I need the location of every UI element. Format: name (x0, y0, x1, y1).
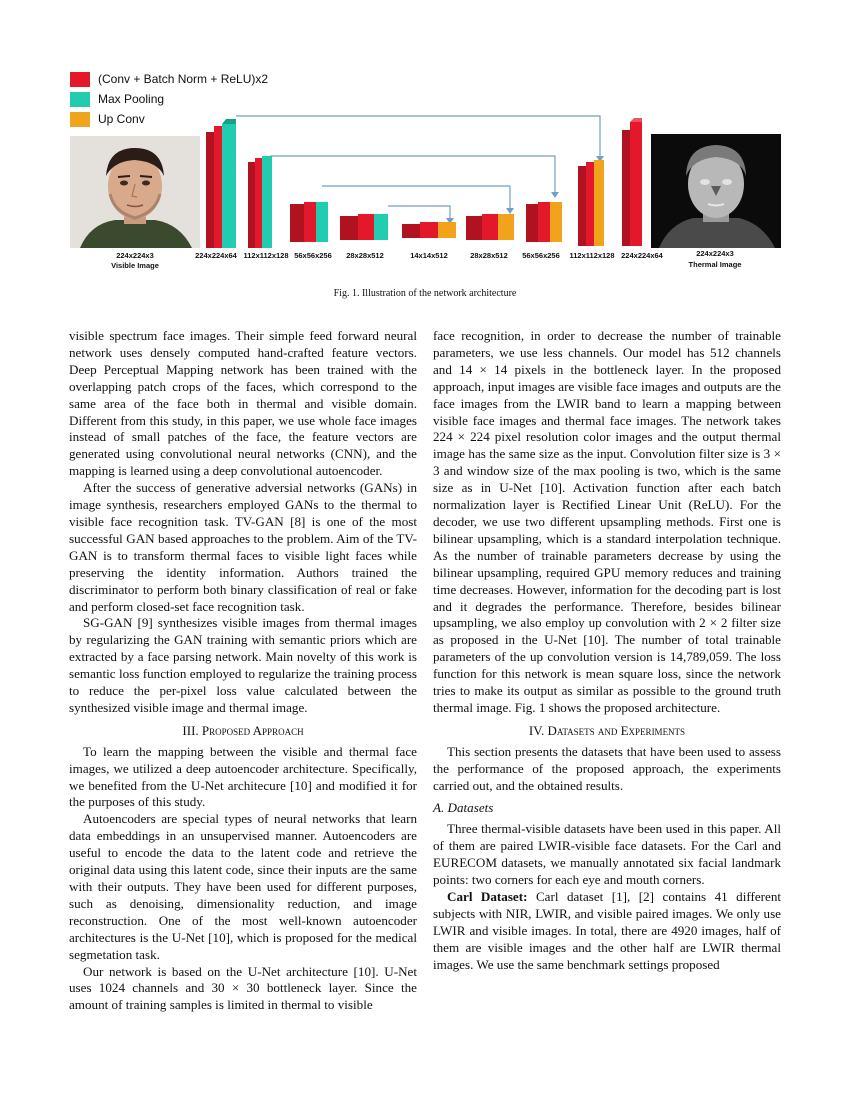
skip-connection-2 (270, 156, 555, 194)
encoder-block-4 (340, 214, 388, 240)
right-column (433, 328, 781, 974)
left-column (69, 328, 417, 1014)
skip-connection-1 (236, 116, 600, 158)
encoder-block-2 (248, 156, 272, 248)
skip-arrowhead-2 (551, 192, 559, 198)
encoder-block-1 (206, 119, 236, 248)
paragraph: face recognition, in order to decrease the number of trainable parameters, we use less channels. Our model has 512 channels and 14 × 14 pixels in the bottleneck layer. In the proposed approach, input images are visible face images and outputs are the face images from the LWIR band to learn a mapping between visible face images and thermal face images. The network takes 224 × 224 pixel resolution color images and the output thermal image has the same size as the input. Convolution filter size is 3 × 3 and window size of the max pooling is two, which is the same size as in U-Net [10]. Activation function after each batch normalization layer is Rectified Linear Unit (ReLU). For the decoder, we use two different upsampling methods. First one is bilinear upsampling, which is a standard interpolation technique. As the number of trainable parameters decrease by using the bilinear upsampling, required GPU memory reduces and training time decreases. However, information for the decoding part is lost and it degrades the performance. Therefore, besides bilinear upsampling, we also employ up convolution with 2 × 2 filter size as proposed in the U-Net [10]. The number of total trainable parameters of the up convolution version is 14,789,059. The loss function for this network is mean square loss, since the network tries to make its output as similar as possible to the ground truth thermal image. Fig. 1 shows the proposed architecture. (433, 328, 781, 715)
encoder-block-3 (290, 202, 328, 242)
paragraph: Three thermal-visible datasets have been used in this paper. All of them are paired LWIR-visible face datasets. For the Carl and EURECOM datasets, we manually annotated six facial landmark points: two corners for each eye and mouth corners. (433, 821, 781, 888)
block-label-6: 28x28x512 (470, 251, 508, 260)
skip-connection-4 (388, 206, 450, 220)
paragraph: Autoencoders are special types of neural networks that learn data embeddings in an unsupervised manner. Autoencoders are useful to encode the data to the latent code and retrieve the original data using this latent code, since their inputs are the same with their outputs. They have been used for different purposes, such as denoising, dimensionality reduction, and image reconstruction. One of the most well-known autoencoder architectures is the U-Net [10], which is proposed for the medical segmetation task. (69, 811, 417, 962)
subsection-heading: A. Datasets (433, 800, 494, 816)
decoder-block-4 (466, 214, 514, 240)
legend-label-upconv: Up Conv (98, 112, 145, 126)
legend-label-pool: Max Pooling (98, 92, 165, 106)
figure (0, 0, 850, 299)
paragraph: SG-GAN [9] synthesizes visible images from thermal images by regularizing the GAN training with semantic priors which are extracted by a face parsing network. Main novelty of this work is semantic loss function employed to regularize the training process to reduce the per-pixel loss value calculated between the synthesized visible image and thermal image. (69, 615, 417, 715)
section-heading: IV. Datasets and Experiments (528, 722, 686, 738)
block-label-1: 224x224x64 (195, 251, 237, 260)
skip-arrowhead-3 (506, 208, 514, 214)
paragraph: After the success of generative adversial networks (GANs) in image synthesis, researchers employed GANs to the thermal to visible face recognition task. TV-GAN [8] is one of the most successful GAN based approaches to the problem. Aim of the TV-GAN is to transform thermal faces to visible light faces while preserving the identity information. Authors trained the discriminator to perform both binary classification of real or fake and perform closed-set face recognition task. (69, 480, 417, 614)
legend-label-conv: (Conv + Batch Norm + ReLU)x2 (98, 72, 269, 86)
block-label-4: 28x28x512 (346, 251, 384, 260)
decoder-block-1 (622, 118, 642, 246)
block-label-9: 224x224x64 (621, 251, 663, 260)
block-label-8: 112x112x128 (569, 251, 615, 260)
block-label-7: 56x56x256 (522, 251, 560, 260)
output-size-label: 224x224x3 (696, 249, 734, 258)
input-name-label: Visible Image (111, 261, 159, 270)
paragraph-body: Carl dataset [1], [2] contains 41 different subjects with NIR, LWIR, and visible paired images. We only use LWIR and visible images. In total, there are 4920 images, half of them are visible images and the other half are LWIR thermal images. We use the same benchmark settings proposed (433, 889, 781, 972)
decoder-block-2 (578, 160, 604, 246)
paragraph: To learn the mapping between the visible and thermal face images, we utilized a deep autoencoder architecture. Specifically, we benefited from the U-Net architecure [10] and modified it for the purposes of this study. (69, 743, 417, 810)
block-label-3: 56x56x256 (294, 251, 332, 260)
paragraph: This section presents the datasets that have been used to assess the performance of the proposed approach, the experiments carried out, and the obtained results. (433, 743, 781, 793)
bottleneck-block (402, 222, 456, 238)
paragraph-lead: Carl Dataset: (447, 889, 528, 904)
paragraph (433, 889, 781, 974)
block-label-2: 112x112x128 (243, 251, 289, 260)
output-name-label: Thermal Image (688, 260, 742, 269)
input-size-label: 224x224x3 (116, 251, 154, 260)
paragraph: Our network is based on the U-Net architecture [10]. U-Net uses 1024 channels and 30 × 30 bottleneck layer. Since the amount of training samples is limited in thermal to visible (69, 963, 417, 1013)
paragraph: visible spectrum face images. Their simple feed forward neural network uses densely computed hand-crafted feature vectors. Deep Perceptual Mapping network has been trained with the overlapping patch crops of the faces, which correspond to the same area of the face both in thermal and visible domain. Different from this study, in this paper, we use whole face images instead of small patches of the face, the feature vectors are generated using convolutional neural networks (CNN), and the mapping is learned using a deep convolutional autoencoder. (69, 328, 417, 479)
decoder-block-3 (526, 202, 562, 242)
block-label-5: 14x14x512 (410, 251, 448, 260)
figure-caption: Fig. 1. Illustration of the network architecture (333, 288, 517, 299)
section-heading: III. Proposed Approach (182, 722, 304, 738)
unet-diagram (0, 0, 850, 280)
